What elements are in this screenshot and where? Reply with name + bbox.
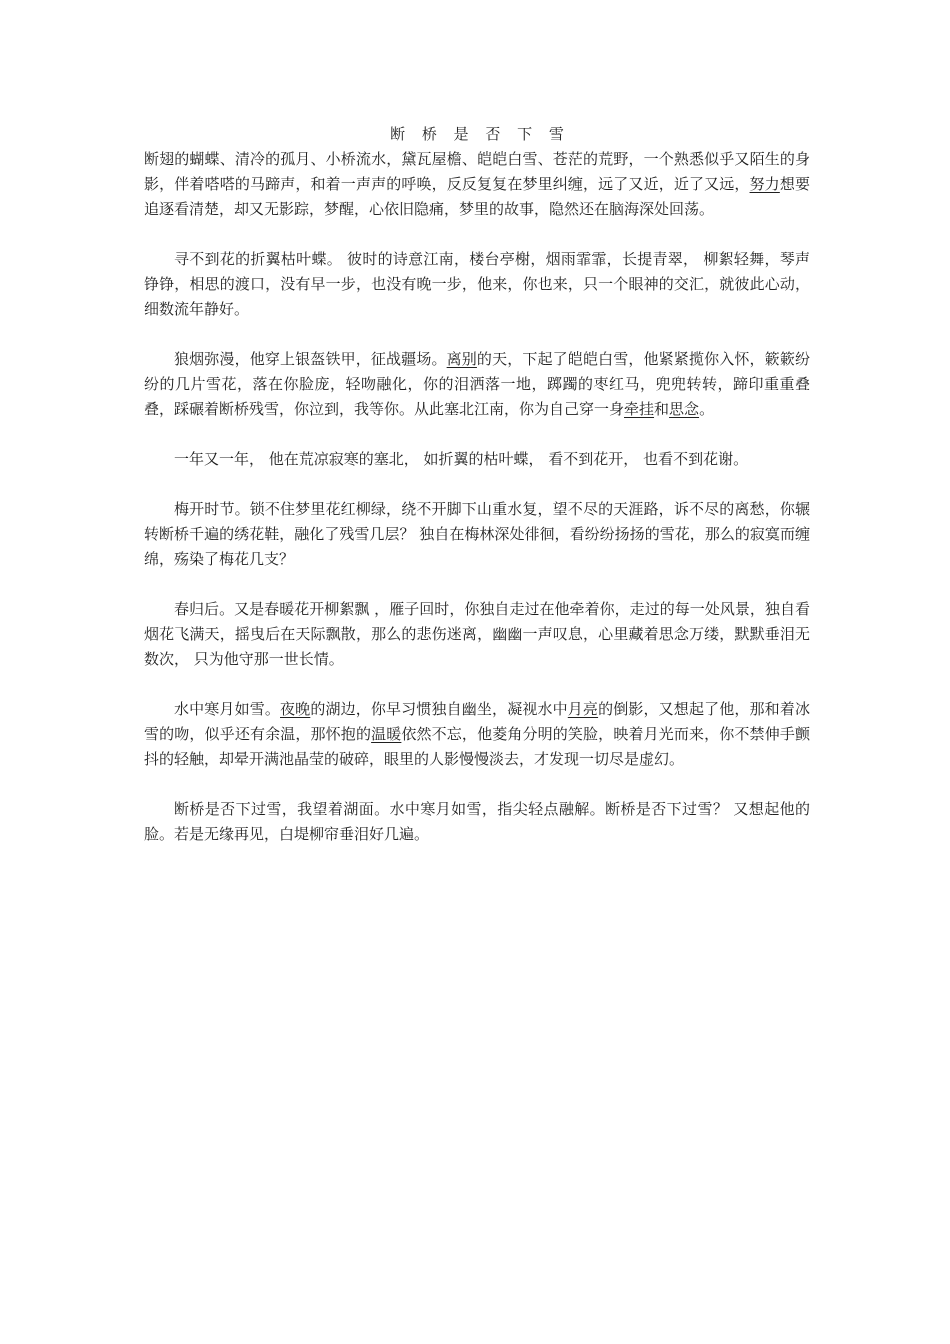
- paragraph-text: 寻不到花的折翼枯叶蝶。 彼时的诗意江南，楼台亭榭，烟雨霏霏，长提青翠， 柳絮轻舞，琴声铮铮，相思的渡口，没有早一步，也没有晚一步，他来，你也来，只一个眼神的交汇，就彼此心动，细数流年静好。: [144, 250, 810, 318]
- paragraph: [144, 697, 810, 772]
- paragraph-text: 梅开时节。锁不住梦里花红柳绿，绕不开脚下山重水复，望不尽的天涯路，诉不尽的离愁，你辗转断桥千遍的绣花鞋，融化了残雪几层？ 独自在梅林深处徘徊，看纷纷扬扬的雪花，那么的寂寞而缠绵，殇染了梅花几支？: [144, 500, 810, 568]
- paragraph-text: 的天，下起了皑皑白雪，他紧紧揽你入怀，簌簌纷纷的几片雪花，落在你脸庞，轻吻融化，你的泪洒落一地，踯躅的枣红马，兜兜转转，蹄印重重叠叠，踩碾着断桥残雪，你泣到，我等你。从此塞北江南，你为自己穿一身: [144, 350, 810, 418]
- paragraph-text: 狼烟弥漫，他穿上银盔铁甲，征战疆场。: [174, 350, 447, 368]
- underlined-word: 月亮: [567, 700, 599, 718]
- paragraph: [144, 597, 810, 672]
- paragraph: [144, 247, 810, 322]
- paragraph-list: [144, 147, 810, 847]
- paragraph: [144, 447, 810, 472]
- paragraph-text: 想要追逐看清楚，却又无影踪，梦醒，心依旧隐痛，梦里的故事，隐然还在脑海深处回荡。: [144, 175, 810, 218]
- paragraph-text: 依然不忘，他菱角分明的笑脸，映着月光而来，你不禁伸手颤抖的轻触，却晕开满池晶莹的破碎，眼里的人影慢慢淡去，才发现一切尽是虚幻。: [144, 725, 810, 768]
- paragraph-text: 春归后。又是春暖花开柳絮飘 ，雁子回时，你独自走过在他牵着你，走过的每一处风景，独自看烟花飞满天，摇曳后在天际飘散，那么的悲伤迷离，幽幽一声叹息，心里藏着思念万缕，默默垂泪无数次， 只为他守那一世长情。: [144, 600, 810, 668]
- paragraph-text: 水中寒月如雪。: [174, 700, 281, 718]
- paragraph-text: 断翅的蝴蝶、清冷的孤月、小桥流水，黛瓦屋檐、皑皑白雪、苍茫的荒野，一个熟悉似乎又陌生的身影，伴着嗒嗒的马蹄声，和着一声声的呼唤，反反复复在梦里纠缠，远了又近，近了又远，: [144, 150, 810, 193]
- paragraph-text: 。: [699, 400, 715, 418]
- underlined-word: 思念: [669, 400, 700, 418]
- paragraph: [144, 797, 810, 847]
- paragraph-text: 一年又一年， 他在荒凉寂寒的塞北， 如折翼的枯叶蝶， 看不到花开， 也看不到花谢。: [174, 450, 749, 468]
- paragraph-text: 的湖边，你早习惯独自幽坐，凝视水中: [310, 700, 568, 718]
- document-body: [144, 122, 810, 872]
- underlined-word: 牵挂: [624, 400, 655, 418]
- document-title: 断 桥 是 否 下 雪: [390, 125, 570, 143]
- underlined-word: 努力: [749, 175, 780, 193]
- paragraph: [144, 497, 810, 572]
- underlined-word: 温暖: [371, 725, 402, 743]
- paragraph: [144, 347, 810, 422]
- paragraph: [144, 147, 810, 222]
- paragraph-text: 的倒影，又想起了他，那和着冰雪的吻，似乎还有余温，那怀抱的: [144, 700, 810, 743]
- underlined-word: 离别: [446, 350, 477, 368]
- paragraph-text: 断桥是否下过雪，我望着湖面。水中寒月如雪，指尖轻点融解。断桥是否下过雪？ 又想起他的脸。若是无缘再见，白堤柳帘垂泪好几遍。: [144, 800, 810, 843]
- paragraph-text: 和: [654, 400, 670, 418]
- underlined-word: 夜晚: [280, 700, 311, 718]
